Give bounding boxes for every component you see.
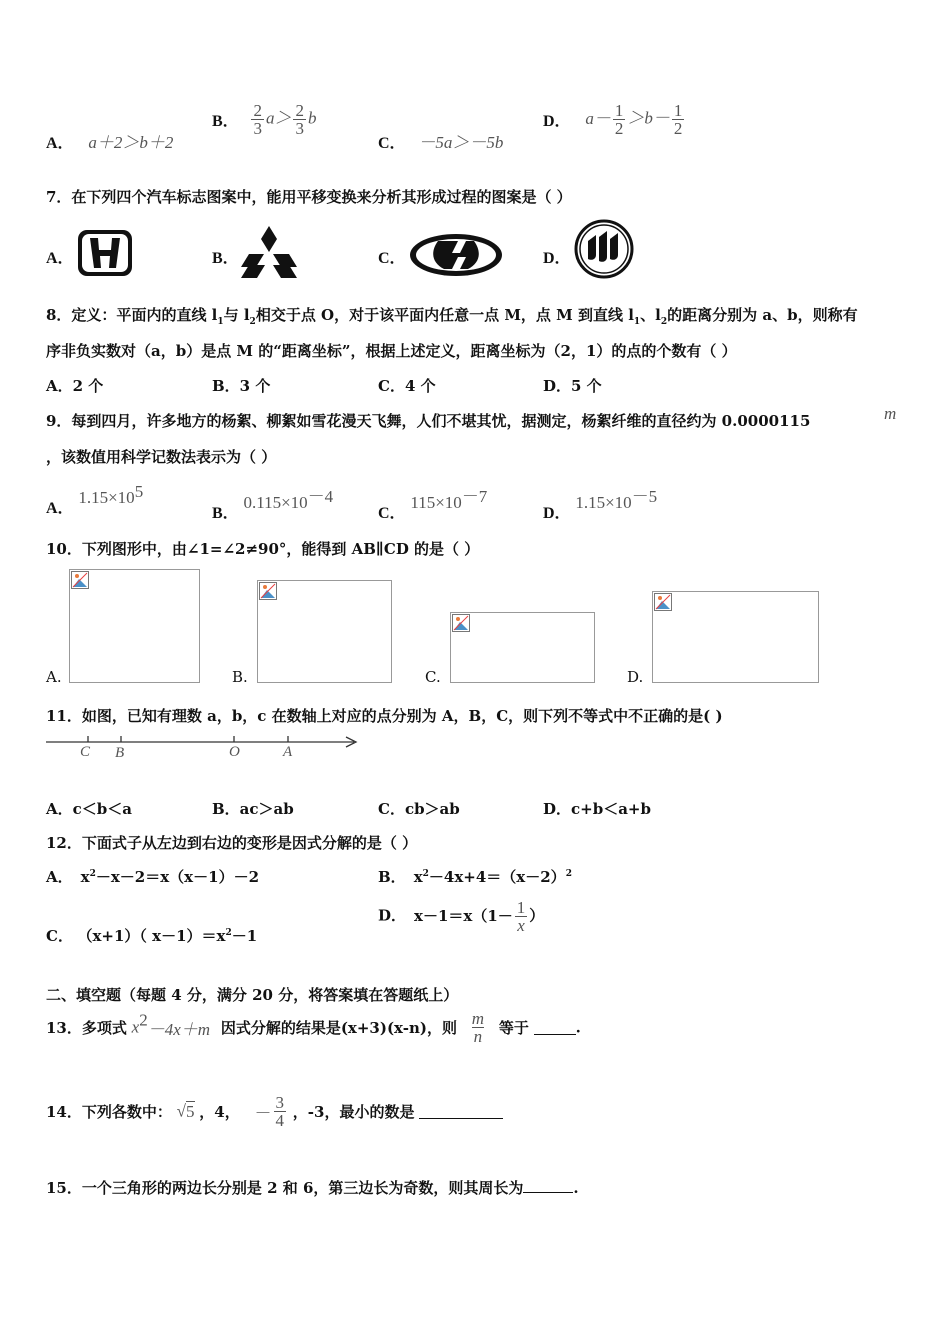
exponent: 2 xyxy=(139,1010,148,1030)
axis-label-b: B xyxy=(115,745,125,761)
axis-label-a: A xyxy=(283,744,293,760)
math-expression: 115×10 xyxy=(410,493,462,512)
fraction xyxy=(251,102,264,137)
fraction-denominator: n xyxy=(473,1027,483,1046)
option-label: D． xyxy=(378,906,407,925)
subscript: 1 xyxy=(217,317,224,327)
option-label: A． xyxy=(46,500,74,517)
text-segment: －1 xyxy=(231,927,258,945)
q6-option-a xyxy=(46,128,173,153)
q10-label-d: D. xyxy=(627,668,644,686)
q7-label-b: B． xyxy=(212,250,239,267)
q10-figure-a xyxy=(69,569,200,683)
broken-image-icon xyxy=(71,571,89,589)
text-segment: x xyxy=(413,868,423,886)
text-segment: 、l xyxy=(640,306,661,324)
fraction-numerator: 2 xyxy=(295,101,304,120)
fraction xyxy=(470,1010,486,1045)
option-label: B． xyxy=(212,505,239,522)
hyundai-logo-icon xyxy=(408,232,504,278)
math-expression: x xyxy=(131,1017,140,1037)
option-label: C． xyxy=(378,135,406,152)
option-label: B． xyxy=(212,113,239,130)
exponent: 2 xyxy=(225,928,232,938)
q11-option-d: D．c+b＜a+b xyxy=(543,800,651,818)
q9-question-line1 xyxy=(46,410,810,431)
text-segment: ，-3，最小的数是 xyxy=(292,1103,415,1121)
fraction-numerator: 1 xyxy=(614,101,624,120)
subscript: 1 xyxy=(633,317,641,327)
text-segment: x xyxy=(80,868,90,886)
option-label: A． xyxy=(46,135,74,152)
q8-option-d: D．5 个 xyxy=(543,377,602,395)
math-expression: 1.15×10 xyxy=(575,493,632,512)
text-segment: . xyxy=(573,1179,579,1197)
fraction-numerator: 2 xyxy=(253,101,262,120)
q7-label-a: A． xyxy=(46,250,74,267)
text-segment: 15．一个三角形的两边长分别是 2 和 6，第三边长为奇数，则其周长为 xyxy=(46,1179,524,1197)
q8-question-line2: 序非负实数对（a，b）是点 M 的“距离坐标”，根据上述定义，距离坐标为（2，1）的点的个数有（ ） xyxy=(46,342,737,360)
q14-question xyxy=(46,1094,503,1129)
option-label: D． xyxy=(543,505,571,522)
text-segment: 相交于点 O，对于该平面内任意一点 M，点 M 到直线 l xyxy=(255,306,634,324)
option-label: A． xyxy=(46,868,73,886)
exponent: －4 xyxy=(307,487,334,506)
fraction-denominator: x xyxy=(517,916,525,935)
q7-label-d: D． xyxy=(543,250,571,267)
fraction xyxy=(672,102,685,137)
text-segment: 13．多项式 xyxy=(46,1019,127,1037)
sqrt-expression: √5 xyxy=(176,1101,195,1121)
minus-sign: － xyxy=(254,1104,272,1123)
q11-option-b: B．ac＞ab xyxy=(212,800,294,818)
math-expression: b xyxy=(307,108,317,128)
fraction-numerator: m xyxy=(471,1009,485,1028)
fraction-denominator: 2 xyxy=(614,119,624,138)
q6-option-b xyxy=(212,102,316,137)
text-segment: 与 l xyxy=(223,306,250,324)
fraction-denominator: 3 xyxy=(253,119,262,138)
math-expression: 0.115×10 xyxy=(243,493,308,512)
q8-question-line1 xyxy=(46,304,858,327)
fraction-numerator: 1 xyxy=(516,898,526,917)
fraction xyxy=(613,102,626,137)
axis-label-c: C xyxy=(80,744,91,760)
q7-label-c: C． xyxy=(378,250,406,267)
text-segment: 因式分解的结果是(x+3)(x-n)，则 xyxy=(220,1019,457,1037)
honda-logo-icon xyxy=(76,228,134,278)
text-segment: x－1＝x（1－ xyxy=(414,906,513,925)
broken-image-icon xyxy=(654,593,672,611)
math-expression: a＞ xyxy=(265,108,292,128)
exponent: 2 xyxy=(422,869,429,879)
q10-figure-c xyxy=(450,612,595,683)
q9-option-d xyxy=(543,482,658,522)
text-segment: （x+1）（ x－1）＝x xyxy=(84,927,226,945)
q11-option-a: A．c＜b＜a xyxy=(46,800,132,818)
q10-figure-d xyxy=(652,591,819,683)
q8-option-a: A．2 个 xyxy=(46,377,104,395)
q15-question xyxy=(46,1177,579,1198)
answer-blank[interactable] xyxy=(523,1178,573,1193)
math-expression: 1.15×10 xyxy=(78,488,135,507)
fraction-denominator: 2 xyxy=(673,119,683,138)
exponent: －5 xyxy=(631,487,658,506)
axis-label-o: O xyxy=(229,744,240,760)
broken-image-icon xyxy=(452,614,470,632)
subscript: 2 xyxy=(660,317,668,327)
text-segment: 9．每到四月，许多地方的杨絮、柳絮如雪花漫天飞舞，人们不堪其忧，据测定，杨絮纤维的直径约为 0.0000115 xyxy=(46,412,811,430)
fraction-denominator: 4 xyxy=(275,1111,284,1130)
q6-option-c xyxy=(378,128,503,153)
text-segment: . xyxy=(575,1018,581,1037)
mitsubishi-logo-icon xyxy=(239,224,299,280)
fraction xyxy=(274,1094,287,1129)
q12-option-a xyxy=(46,866,259,887)
text-segment: ） xyxy=(529,906,545,925)
text-segment: 14．下列各数中： xyxy=(46,1103,172,1121)
q9-option-c xyxy=(378,482,488,522)
q10-label-b: B. xyxy=(232,668,248,686)
q10-question: 10．下列图形中，由∠1=∠2≠90°，能得到 AB∥CD 的是（ ） xyxy=(46,540,480,558)
exponent: 5 xyxy=(134,482,144,501)
q8-option-b: B．3 个 xyxy=(212,377,271,395)
q8-option-c: C．4 个 xyxy=(378,377,436,395)
q11-option-c: C．cb＞ab xyxy=(378,800,460,818)
q6-option-d xyxy=(543,102,686,137)
q10-figure-b xyxy=(257,580,392,683)
exponent: 2 xyxy=(89,869,96,879)
q9-unit: m xyxy=(884,404,897,423)
text-segment: －4x+4＝（x－2） xyxy=(428,868,566,886)
text-segment: 等于 xyxy=(498,1019,529,1037)
fraction xyxy=(293,102,306,137)
option-label: C． xyxy=(378,505,406,522)
option-label: D． xyxy=(543,113,571,130)
fraction xyxy=(515,899,528,934)
text-segment: ，4， xyxy=(199,1103,240,1121)
fraction-denominator: 3 xyxy=(295,119,304,138)
q10-label-a: A. xyxy=(46,668,62,686)
q10-label-c: C. xyxy=(425,668,441,686)
answer-blank[interactable] xyxy=(534,1020,576,1035)
q12-question: 12．下面式子从左边到右边的变形是因式分解的是（ ） xyxy=(46,834,418,852)
math-expression: a－ xyxy=(585,108,611,128)
answer-blank[interactable] xyxy=(419,1104,503,1119)
subscript: 2 xyxy=(249,317,256,327)
fraction-numerator: 3 xyxy=(275,1093,284,1112)
math-expression: －4x＋m xyxy=(147,1020,211,1039)
math-expression: a＋2＞b＋2 xyxy=(88,133,174,152)
option-label: B． xyxy=(378,868,406,886)
q9-option-b xyxy=(212,482,334,522)
section-2-title: 二、填空题（每题 4 分，满分 20 分，将答案填在答题纸上） xyxy=(46,986,459,1004)
math-expression: －5a＞－5b xyxy=(418,133,504,152)
number-line xyxy=(44,733,362,765)
math-expression: ＞b－ xyxy=(627,108,670,128)
buick-logo-icon xyxy=(574,219,634,279)
q11-question: 11．如图，已知有理数 a，b，c 在数轴上对应的点分别为 A，B，C，则下列不等式中不正确的是( ) xyxy=(46,707,723,725)
broken-image-icon xyxy=(259,582,277,600)
text-segment: 8．定义：平面内的直线 l xyxy=(46,306,218,324)
exponent: －7 xyxy=(461,487,488,506)
radicand: 5 xyxy=(186,1101,195,1121)
fraction-numerator: 1 xyxy=(673,101,683,120)
text-segment: 的距离分别为 a、b，则称有 xyxy=(667,306,858,324)
text-segment: －x－2＝x（x－1）－2 xyxy=(95,868,259,886)
q7-question: 7．在下列四个汽车标志图案中，能用平移变换来分析其形成过程的图案是（ ） xyxy=(46,188,572,206)
q13-question xyxy=(46,1010,581,1045)
option-label: C． xyxy=(46,927,73,945)
exponent: 2 xyxy=(565,869,572,879)
q12-option-d xyxy=(378,899,544,934)
q9-option-a xyxy=(46,482,144,517)
q12-option-b xyxy=(378,866,572,887)
q12-option-c xyxy=(46,925,257,946)
q9-question-line2: ，该数值用科学记数法表示为（ ） xyxy=(46,448,277,466)
